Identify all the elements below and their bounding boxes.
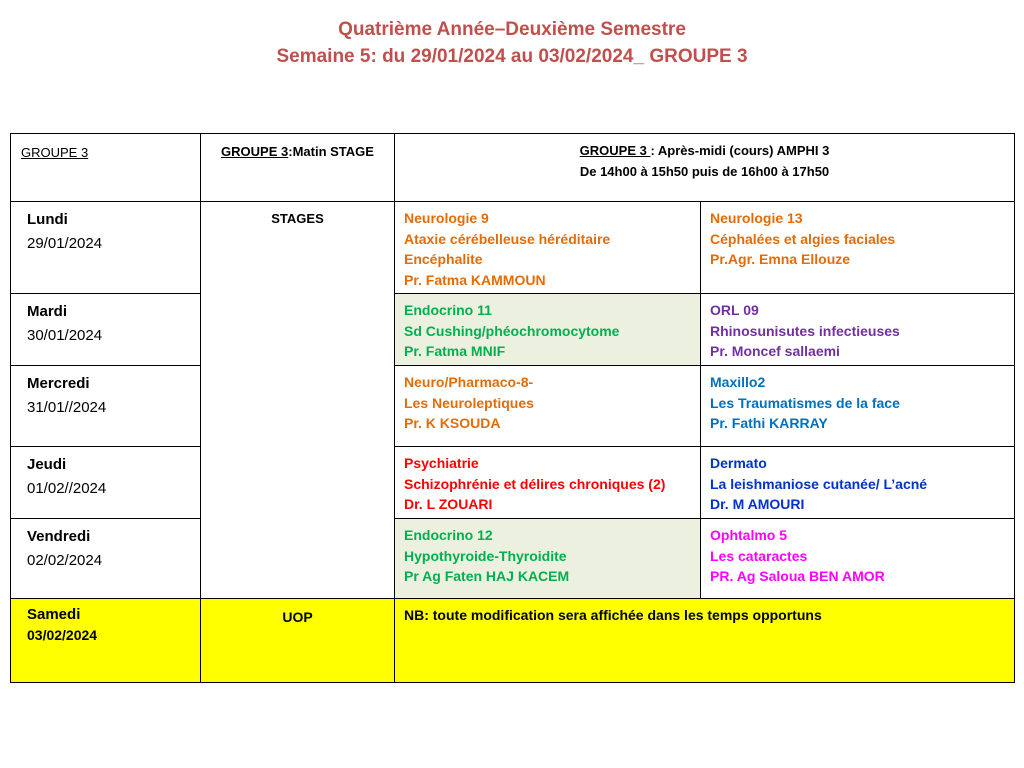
day-date: 01/02//2024 bbox=[27, 480, 107, 497]
course-topic: La leishmaniose cutanée/ L’acné bbox=[710, 475, 928, 492]
day-name: Jeudi bbox=[27, 456, 67, 473]
day-date: 03/02/2024 bbox=[27, 627, 98, 643]
schedule-table bbox=[10, 133, 1015, 683]
course-cell bbox=[701, 447, 1015, 519]
header-morning-cell bbox=[201, 134, 395, 202]
course-teacher: Pr. K KSOUDA bbox=[404, 415, 501, 431]
header-group-cell bbox=[11, 134, 201, 202]
uop-cell bbox=[201, 599, 395, 683]
course-teacher: Pr. Fatma MNIF bbox=[404, 343, 506, 359]
table-row bbox=[11, 294, 1015, 366]
day-cell bbox=[11, 519, 201, 599]
header-morning-group: GROUPE 3 bbox=[221, 144, 289, 159]
course-topic: Sd Cushing/phéochromocytome bbox=[404, 322, 620, 339]
course-teacher: Dr. M AMOURI bbox=[710, 496, 805, 512]
day-name: Lundi bbox=[27, 211, 68, 228]
day-name: Samedi bbox=[27, 606, 81, 623]
day-date: 29/01/2024 bbox=[27, 235, 103, 252]
course-title: ORL 09 bbox=[710, 302, 759, 318]
header-afternoon-group: GROUPE 3 bbox=[579, 143, 651, 158]
course-topic: Ataxie cérébelleuse héréditaire bbox=[404, 230, 611, 247]
header-afternoon-cell bbox=[395, 134, 1015, 202]
day-cell bbox=[11, 599, 201, 683]
day-cell bbox=[11, 202, 201, 294]
course-topic: Schizophrénie et délires chroniques (2) bbox=[404, 475, 666, 492]
course-teacher: Dr. L ZOUARI bbox=[404, 496, 493, 512]
uop-label: UOP bbox=[282, 609, 313, 625]
course-title: Neurologie 9 bbox=[404, 210, 489, 226]
course-topic: Rhinosunisutes infectieuses bbox=[710, 322, 900, 339]
course-topic: Les cataractes bbox=[710, 547, 808, 564]
course-title: Endocrino 12 bbox=[404, 527, 493, 543]
course-cell bbox=[701, 294, 1015, 366]
day-cell bbox=[11, 294, 201, 366]
course-topic: Encéphalite bbox=[404, 251, 483, 267]
course-cell bbox=[395, 366, 701, 447]
course-cell bbox=[701, 519, 1015, 599]
stages-label: STAGES bbox=[271, 211, 324, 226]
table-row bbox=[11, 202, 1015, 294]
header-afternoon-hours: De 14h00 à 15h50 puis de 16h00 à 17h50 bbox=[579, 164, 830, 179]
course-cell bbox=[701, 366, 1015, 447]
day-name: Mercredi bbox=[27, 375, 90, 392]
table-row bbox=[11, 366, 1015, 447]
stages-cell bbox=[201, 202, 395, 599]
table-row bbox=[11, 447, 1015, 519]
course-topic: Hypothyroide-Thyroidite bbox=[404, 547, 567, 564]
course-teacher: PR. Ag Saloua BEN AMOR bbox=[710, 568, 885, 584]
course-topic: Les Traumatismes de la face bbox=[710, 394, 900, 411]
course-cell bbox=[395, 519, 701, 599]
course-teacher: Pr Ag Faten HAJ KACEM bbox=[404, 568, 570, 584]
course-cell bbox=[395, 447, 701, 519]
course-title: Psychiatrie bbox=[404, 455, 479, 471]
course-topic: Les Neuroleptiques bbox=[404, 394, 534, 411]
course-teacher: Pr. Fatma KAMMOUN bbox=[404, 271, 546, 288]
header-afternoon-label: : Après-midi (cours) AMPHI 3 bbox=[650, 143, 830, 158]
course-cell bbox=[395, 202, 701, 294]
note-cell bbox=[395, 599, 1015, 683]
course-teacher: Pr. Moncef sallaemi bbox=[710, 343, 840, 359]
header-morning-label: :Matin STAGE bbox=[288, 144, 374, 159]
course-teacher: Pr. Fathi KARRAY bbox=[710, 415, 828, 431]
day-cell bbox=[11, 447, 201, 519]
header-group-label: GROUPE 3 bbox=[21, 145, 89, 160]
course-title: Ophtalmo 5 bbox=[710, 527, 788, 543]
course-topic: Céphalées et algies faciales bbox=[710, 230, 896, 247]
day-cell bbox=[11, 366, 201, 447]
day-date: 30/01/2024 bbox=[27, 327, 103, 344]
course-title: Endocrino 11 bbox=[404, 302, 492, 318]
table-header-row bbox=[11, 134, 1015, 202]
course-title: Neurologie 13 bbox=[710, 210, 803, 226]
course-cell bbox=[395, 294, 701, 366]
course-title: Neuro/Pharmaco-8- bbox=[404, 374, 534, 390]
course-teacher: Pr.Agr. Emna Ellouze bbox=[710, 251, 851, 267]
note-text: NB: toute modification sera affichée dans les temps opportuns bbox=[404, 607, 822, 623]
day-name: Vendredi bbox=[27, 528, 91, 545]
page-subtitle: Semaine 5: du 29/01/2024 au 03/02/2024_ GROUPE 3 bbox=[276, 46, 748, 67]
course-cell bbox=[701, 202, 1015, 294]
day-date: 02/02/2024 bbox=[27, 552, 103, 569]
table-row-saturday bbox=[11, 599, 1015, 683]
day-date: 31/01//2024 bbox=[27, 399, 107, 416]
course-title: Maxillo2 bbox=[710, 374, 766, 390]
page-title: Quatrième Année–Deuxième Semestre bbox=[338, 19, 686, 40]
table-row bbox=[11, 519, 1015, 599]
day-name: Mardi bbox=[27, 303, 68, 320]
course-title: Dermato bbox=[710, 455, 767, 471]
